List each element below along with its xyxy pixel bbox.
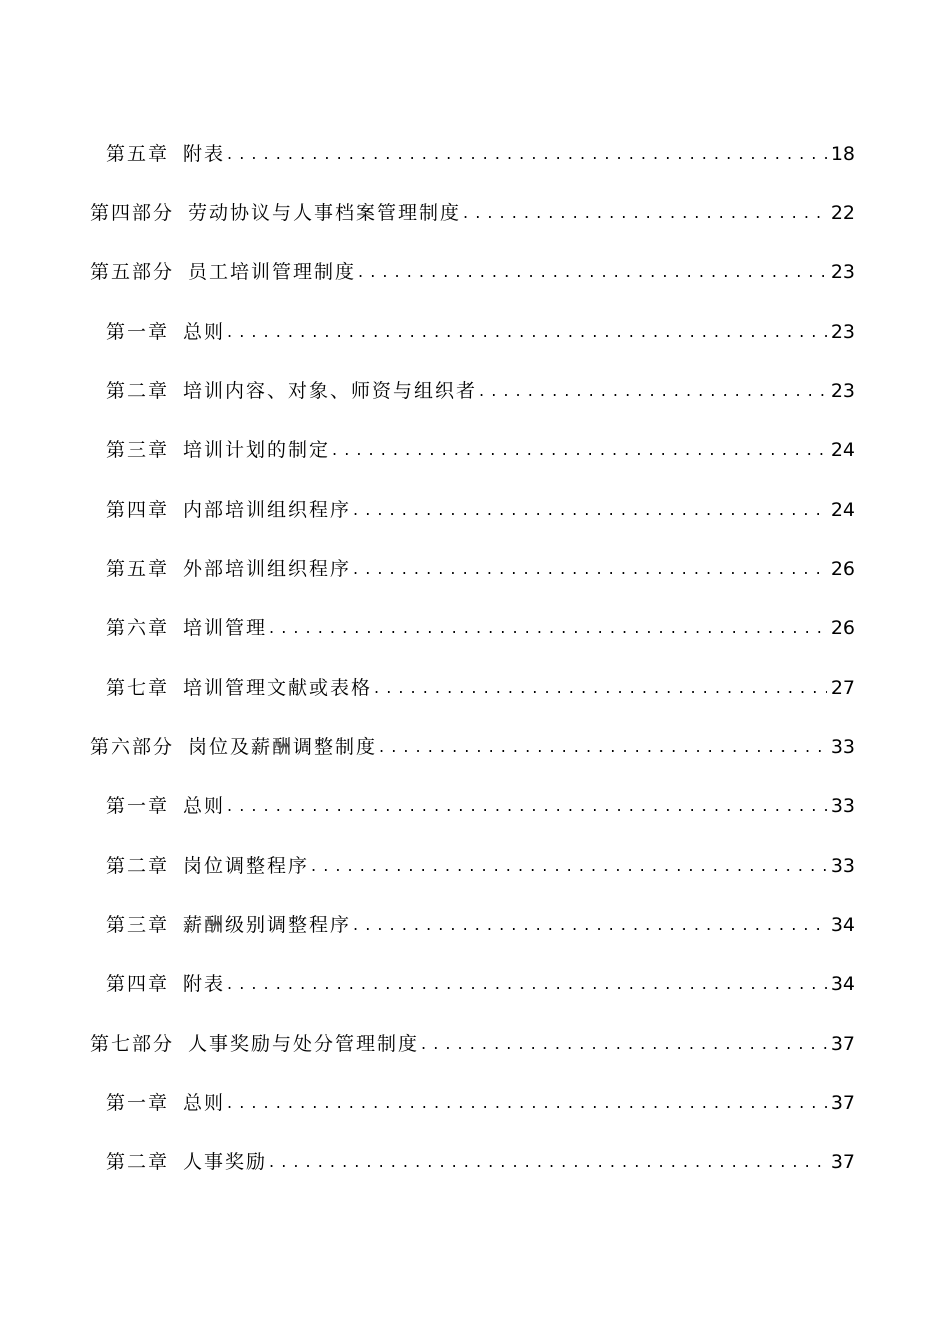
toc-entry-number: 第一章 [106,321,170,343]
toc-entry-number: 第一章 [106,1092,170,1114]
toc-entry-title: 总则 [183,1092,226,1114]
toc-entry-number: 第二章 [106,380,170,402]
toc-entry-title: 岗位调整程序 [183,855,310,877]
toc-entry-page: 18 [830,143,855,165]
toc-entry-title: 培训内容、对象、师资与组织者 [183,380,478,402]
toc-entry-title: 培训计划的制定 [183,439,331,461]
toc-dot-leader [463,201,827,225]
toc-entry-title: 人事奖励与处分管理制度 [188,1033,420,1055]
toc-entry-page: 33 [830,795,855,817]
toc-entry[interactable] [90,195,855,225]
toc-dot-leader [479,379,827,403]
toc-dot-leader [227,972,827,996]
toc-entry-page: 26 [830,617,855,639]
toc-entry-number: 第五部分 [90,261,175,283]
toc-entry-page: 37 [830,1151,855,1173]
toc-entry[interactable] [106,136,855,166]
toc-entry-title: 员工培训管理制度 [188,261,357,283]
toc-dot-leader [353,557,827,581]
toc-entry-page: 26 [830,558,855,580]
toc-entry[interactable] [106,432,855,462]
toc-entry-number: 第四部分 [90,202,175,224]
toc-entry-number: 第四章 [106,499,170,521]
toc-entry-number: 第二章 [106,1151,170,1173]
toc-entry-number: 第四章 [106,973,170,995]
toc-entry-page: 33 [830,736,855,758]
toc-entry[interactable] [90,1026,855,1056]
toc-entry-page: 23 [830,261,855,283]
toc-dot-leader [374,676,827,700]
toc-dot-leader [269,1150,827,1174]
toc-entry[interactable] [106,610,855,640]
toc-entry-title: 岗位及薪酬调整制度 [188,736,378,758]
toc-entry[interactable] [106,314,855,344]
toc-entry-number: 第五章 [106,558,170,580]
toc-entry-title: 总则 [183,795,226,817]
toc-dot-leader [353,913,827,937]
toc-entry[interactable] [106,907,855,937]
toc-entry-number: 第七部分 [90,1033,175,1055]
toc-entry-number: 第三章 [106,439,170,461]
toc-entry[interactable] [106,848,855,878]
toc-entry[interactable] [106,373,855,403]
toc-entry[interactable] [106,1144,855,1174]
toc-dot-leader [358,260,827,284]
toc-entry-number: 第六部分 [90,736,175,758]
toc-entry-title: 总则 [183,321,226,343]
toc-entry[interactable] [90,729,855,759]
toc-entry-page: 37 [830,1092,855,1114]
toc-entry-page: 34 [830,973,855,995]
toc-dot-leader [227,1091,827,1115]
toc-entry-title: 附表 [183,143,226,165]
toc-entry-title: 人事奖励 [183,1151,268,1173]
toc-entry[interactable] [106,1085,855,1115]
toc-entry-title: 薪酬级别调整程序 [183,914,352,936]
toc-entry-page: 37 [830,1033,855,1055]
toc-entry[interactable] [106,492,855,522]
toc-entry-number: 第一章 [106,795,170,817]
toc-entry-title: 外部培训组织程序 [183,558,352,580]
toc-entry[interactable] [106,551,855,581]
toc-entry-title: 附表 [183,973,226,995]
toc-dot-leader [332,438,827,462]
toc-dot-leader [269,616,827,640]
toc-dot-leader [227,142,827,166]
toc-entry[interactable] [90,254,855,284]
toc-dot-leader [421,1032,827,1056]
toc-entry-page: 34 [830,914,855,936]
toc-entry-number: 第二章 [106,855,170,877]
toc-entry[interactable] [106,670,855,700]
toc-entry-number: 第七章 [106,677,170,699]
toc-dot-leader [311,854,827,878]
toc-entry-page: 24 [830,499,855,521]
toc-entry-page: 27 [830,677,855,699]
toc-entry-page: 33 [830,855,855,877]
toc-entry-number: 第三章 [106,914,170,936]
toc-entry-page: 24 [830,439,855,461]
toc-dot-leader [353,498,827,522]
toc-entry[interactable] [106,966,855,996]
toc-entry-title: 内部培训组织程序 [183,499,352,521]
toc-dot-leader [227,794,827,818]
toc-entry-page: 23 [830,380,855,402]
toc-entry-number: 第六章 [106,617,170,639]
toc-entry-title: 培训管理文献或表格 [183,677,373,699]
toc-entry-number: 第五章 [106,143,170,165]
toc-entry-page: 23 [830,321,855,343]
toc-entry-title: 培训管理 [183,617,268,639]
toc-dot-leader [379,735,827,759]
toc-dot-leader [227,320,827,344]
toc-entry-page: 22 [830,202,855,224]
toc-entry-title: 劳动协议与人事档案管理制度 [188,202,462,224]
toc-entry[interactable] [106,788,855,818]
